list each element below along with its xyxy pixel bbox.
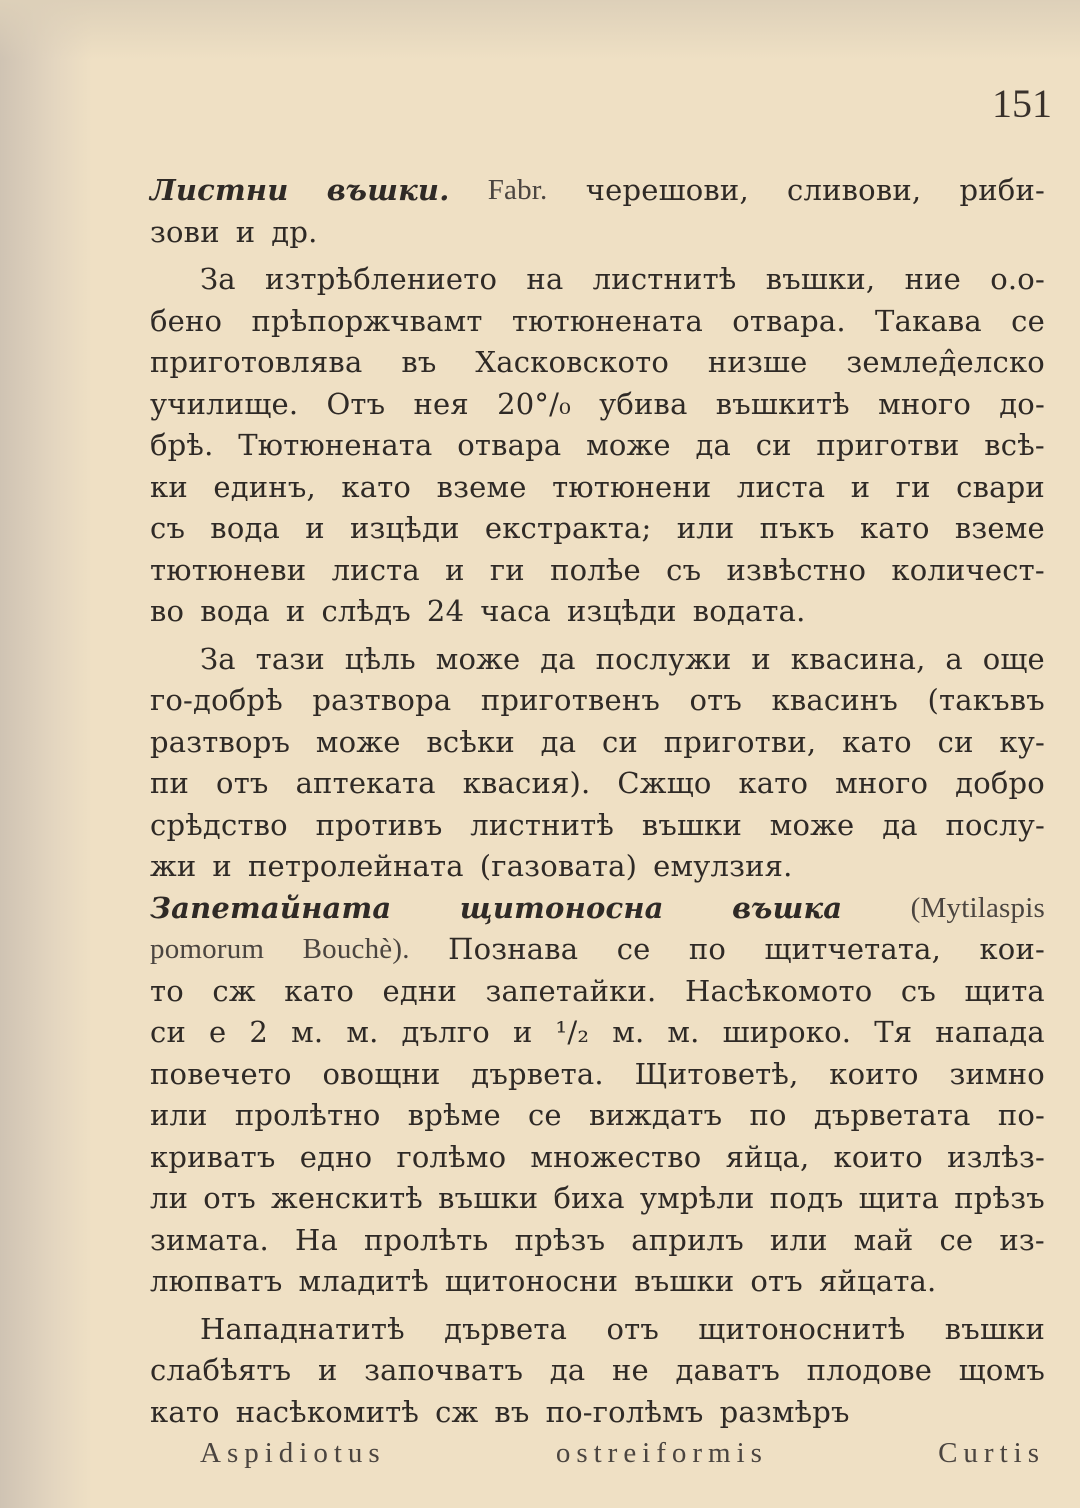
word: послу- [945, 807, 1045, 842]
word: ку- [999, 724, 1045, 759]
word: екстракта; [484, 511, 652, 545]
word: дървета [444, 1311, 568, 1346]
word: даватъ [675, 1353, 781, 1387]
word: м. [346, 1015, 379, 1049]
word: щитчетата, [764, 932, 942, 966]
word: може [435, 641, 521, 676]
word: Отъ [326, 386, 386, 421]
word: (Mytilaspis [910, 891, 1045, 924]
word: по [749, 1098, 787, 1132]
word: вода [210, 511, 281, 545]
word: квасина, [790, 641, 926, 676]
word: Тя [874, 1015, 913, 1049]
word: приготви, [663, 724, 817, 759]
text-line [150, 384, 1045, 426]
word: щита [858, 1181, 940, 1215]
word: м. [291, 1015, 324, 1049]
word: дълго [401, 1015, 490, 1049]
word: 24 [426, 594, 465, 628]
word: врѣме [407, 1098, 501, 1132]
word: прѣзъ [514, 1222, 606, 1257]
text-line [150, 259, 1045, 301]
word: пролѣтно [234, 1098, 381, 1132]
word: като [859, 511, 930, 545]
word: и [285, 594, 306, 628]
word: приготви [816, 428, 960, 462]
word: и [317, 1353, 338, 1387]
word: жи [150, 849, 197, 883]
word: (газовата) [479, 849, 638, 883]
word: си [150, 1015, 186, 1049]
word: яйцата. [818, 1264, 937, 1298]
word: насѣкомитѣ [235, 1394, 420, 1429]
word: отвара [457, 428, 562, 462]
word: Fabr. [487, 174, 548, 206]
word: много [878, 386, 972, 421]
word: до- [999, 386, 1045, 421]
word: единъ, [213, 469, 316, 504]
word: то [150, 973, 184, 1008]
word: въшки. [326, 173, 450, 207]
word: изтрѣблението [264, 262, 498, 296]
word: нея [413, 386, 469, 421]
word: срѣдство [150, 807, 288, 842]
word: се [527, 1098, 562, 1132]
word: се [939, 1222, 974, 1257]
word: водата. [692, 594, 806, 628]
word: въшки, [765, 262, 876, 296]
word: слѣдъ [321, 594, 411, 628]
text-line [150, 170, 1045, 212]
word: умрѣли [639, 1181, 755, 1215]
page-number: 151 [992, 81, 1052, 126]
word: ние [904, 262, 961, 296]
word: Тютюнената [238, 428, 433, 462]
word: Сжщо [617, 766, 712, 800]
word: щитоноснитѣ [698, 1311, 906, 1346]
text-line [150, 888, 1045, 930]
text-line [150, 1137, 1045, 1179]
word: на [526, 262, 564, 296]
word: си [937, 724, 974, 759]
word: отъ [750, 1264, 803, 1298]
word: които [833, 1139, 923, 1174]
text-line [150, 1178, 1045, 1220]
word: о.о- [990, 262, 1045, 296]
word: дърветата [813, 1098, 971, 1132]
word: по-голѣмъ [545, 1394, 704, 1429]
text-line [150, 1220, 1045, 1262]
word: За [200, 262, 236, 296]
word: си [601, 724, 638, 759]
word: Такава [875, 303, 982, 338]
word: На [295, 1222, 338, 1257]
word: може [315, 724, 401, 759]
word: виждатъ [588, 1098, 723, 1132]
word: Насѣкомото [684, 973, 873, 1008]
word: тютюневи [150, 552, 307, 587]
word: е [209, 1015, 227, 1049]
text-line [150, 508, 1045, 550]
word: щомъ [958, 1353, 1045, 1387]
word: съ [666, 552, 702, 587]
word: Запетайната [150, 890, 392, 925]
text-line [150, 763, 1045, 805]
word: количест- [891, 552, 1045, 587]
text-line [150, 301, 1045, 343]
text-line [150, 591, 1045, 633]
word: излѣз- [947, 1139, 1045, 1174]
word: едни [382, 973, 457, 1008]
word: всѣ- [984, 428, 1045, 462]
word: ¹/₂ [555, 1015, 590, 1049]
word: напада [935, 1015, 1045, 1049]
word: листнитѣ [592, 262, 737, 296]
word: да [540, 641, 576, 676]
text-line [150, 722, 1045, 764]
word: зимата. [150, 1222, 269, 1257]
word: едно [299, 1139, 373, 1174]
text-line [150, 1054, 1045, 1096]
word: прѣзъ [954, 1181, 1045, 1215]
word: ли [150, 1181, 189, 1215]
word: и [445, 552, 465, 587]
word: свари [956, 469, 1045, 504]
word: Щитоветѣ, [634, 1056, 799, 1091]
word: зови [150, 214, 220, 249]
word: тази [255, 641, 325, 676]
word: запетайки. [485, 973, 657, 1008]
word: пролѣть [364, 1222, 489, 1257]
word: pomorum [150, 933, 265, 965]
text-line [150, 342, 1045, 384]
word: добро [955, 766, 1045, 800]
word: вземе [436, 469, 527, 504]
text-line [150, 680, 1045, 722]
word: аптеката [295, 766, 436, 800]
word: Познава [448, 932, 579, 966]
word: като [842, 724, 912, 759]
word: м. [612, 1015, 645, 1049]
word: ostreiformis [555, 1437, 768, 1469]
word: противъ [315, 807, 443, 842]
word: За [200, 641, 236, 676]
word: полѣе [550, 552, 641, 587]
word: во [150, 594, 185, 628]
word: започватъ [364, 1353, 524, 1387]
word: или [150, 1098, 208, 1132]
word: и [235, 214, 256, 249]
text-line [150, 550, 1045, 592]
word: из- [999, 1222, 1045, 1257]
word: подъ [769, 1181, 844, 1215]
text-line [150, 1012, 1045, 1054]
text-line [150, 425, 1045, 467]
text-line [150, 212, 1045, 254]
text-line [150, 1392, 1045, 1434]
word: приготвенъ [480, 683, 661, 717]
word: училище. [150, 386, 299, 421]
word: овощни [322, 1056, 441, 1091]
word: цѣль [344, 641, 416, 676]
word: въшки [634, 1264, 735, 1298]
word: да [549, 1353, 586, 1387]
word: се [1011, 303, 1045, 338]
word: Нападнатитѣ [200, 1311, 405, 1346]
body-text [150, 170, 1045, 1475]
word: да [540, 724, 577, 759]
word: въшки [438, 1181, 539, 1215]
text-line [150, 1261, 1045, 1303]
word: отъ [689, 683, 743, 717]
word: черешови, [585, 173, 749, 207]
text-line [150, 805, 1045, 847]
word: петролейната [247, 849, 464, 883]
word: люпватъ [150, 1264, 283, 1298]
word: землед̂елско [846, 345, 1045, 379]
word: като [341, 469, 412, 504]
word: младитѣ [298, 1264, 429, 1298]
word: Хасковското [475, 345, 670, 379]
word: априлъ [631, 1222, 744, 1257]
word: щитоносна [459, 890, 664, 925]
page-top-shade [0, 0, 1080, 60]
word: биха [553, 1181, 625, 1215]
word: листа [331, 552, 420, 587]
word: въ [494, 1394, 530, 1429]
word: прѣпоржчвамт [251, 303, 483, 338]
word: сж [212, 973, 256, 1008]
word: слабѣятъ [150, 1353, 292, 1387]
word: зимно [949, 1056, 1045, 1091]
word: дървета. [471, 1056, 604, 1091]
word: 20°/₀ [497, 386, 571, 421]
word: още [982, 641, 1045, 676]
text-line [150, 1433, 1045, 1475]
page-left-edge [0, 0, 92, 1508]
word: щита [964, 973, 1045, 1008]
word: емулзия. [653, 849, 793, 883]
word: голѣмо [396, 1139, 507, 1174]
word: низше [707, 345, 808, 379]
word: повечето [150, 1056, 292, 1091]
word: изцѣди [349, 511, 460, 545]
word: размѣръ [719, 1394, 850, 1429]
word: или [676, 511, 735, 545]
word: въшки [641, 807, 743, 842]
word: по- [997, 1098, 1045, 1132]
word: не [611, 1353, 649, 1387]
word: вода [200, 594, 270, 628]
word: Curtis [938, 1437, 1045, 1469]
word: яйца, [725, 1139, 810, 1174]
word: Листни [150, 173, 289, 207]
word: и [212, 849, 232, 883]
word: (такъвъ [927, 683, 1045, 717]
word: разтвора [312, 683, 452, 717]
word: тютюнени [552, 469, 712, 504]
word: се [616, 932, 651, 966]
word: като [738, 766, 809, 800]
word: и [512, 1015, 533, 1049]
word: или [769, 1222, 828, 1257]
word: като [150, 1394, 220, 1429]
word: отъ [203, 1181, 256, 1215]
word: като [284, 973, 354, 1008]
word: да [695, 428, 732, 462]
word: по [688, 932, 727, 966]
word: множество [530, 1139, 702, 1174]
word: и [850, 469, 871, 504]
word: щитоносни [444, 1264, 619, 1298]
text-line [150, 846, 1045, 888]
word: бено [150, 303, 223, 338]
text-line [150, 1309, 1045, 1351]
word: тютюнената [511, 303, 703, 338]
word: изцѣди [567, 594, 677, 628]
word: отъ [216, 766, 269, 800]
word: часа [480, 594, 552, 628]
word: квасинъ [771, 683, 899, 717]
text-line [150, 1350, 1045, 1392]
text-line [150, 929, 1045, 971]
word: вземе [954, 511, 1045, 545]
word: може [769, 807, 855, 842]
word: листнитѣ [470, 807, 615, 842]
word: и [751, 641, 771, 676]
word: брѣ. [150, 428, 214, 462]
text-line [150, 1095, 1045, 1137]
word: разтворъ [150, 724, 291, 759]
word: м. [667, 1015, 700, 1049]
word: съ [150, 511, 186, 545]
word: пи [150, 766, 190, 800]
word: плодове [806, 1353, 933, 1387]
word: приготовлява [150, 345, 363, 379]
word: да [882, 807, 918, 842]
word: широко. [722, 1015, 852, 1049]
word: риби- [959, 173, 1045, 207]
word: ки [150, 469, 188, 504]
text-line [150, 639, 1045, 681]
word: послужи [595, 641, 732, 676]
word: го-добрѣ [150, 683, 283, 717]
word: сливови, [787, 173, 922, 207]
word: отвара. [732, 303, 846, 338]
word: криватъ [150, 1139, 276, 1174]
word: може [586, 428, 671, 462]
word: всѣки [426, 724, 515, 759]
word: убива [599, 386, 688, 421]
word: ги [895, 469, 931, 504]
word: женскитѣ [271, 1181, 423, 1215]
word: Bouchè). [302, 933, 410, 965]
word: ги [489, 552, 525, 587]
word: много [835, 766, 929, 800]
text-line [150, 467, 1045, 509]
word: квасия). [462, 766, 591, 800]
word: и [305, 511, 325, 545]
word: които [829, 1056, 919, 1091]
word: кои- [979, 932, 1045, 966]
word: си [755, 428, 792, 462]
word: сж [435, 1394, 479, 1429]
word: отъ [606, 1311, 659, 1346]
word: май [853, 1222, 914, 1257]
word: Aspidiotus [200, 1437, 386, 1469]
word: листа [736, 469, 826, 504]
text-line [150, 971, 1045, 1013]
word: съ [900, 973, 936, 1008]
word: 2 [249, 1015, 269, 1049]
word: въшка [732, 890, 843, 925]
word: а [945, 641, 963, 676]
word: др. [271, 214, 318, 249]
word: въшки [944, 1311, 1045, 1346]
word: въшкитѣ [715, 386, 850, 421]
word: пъкъ [759, 511, 835, 545]
word: извѣстно [726, 552, 867, 587]
word: въ [401, 345, 437, 379]
